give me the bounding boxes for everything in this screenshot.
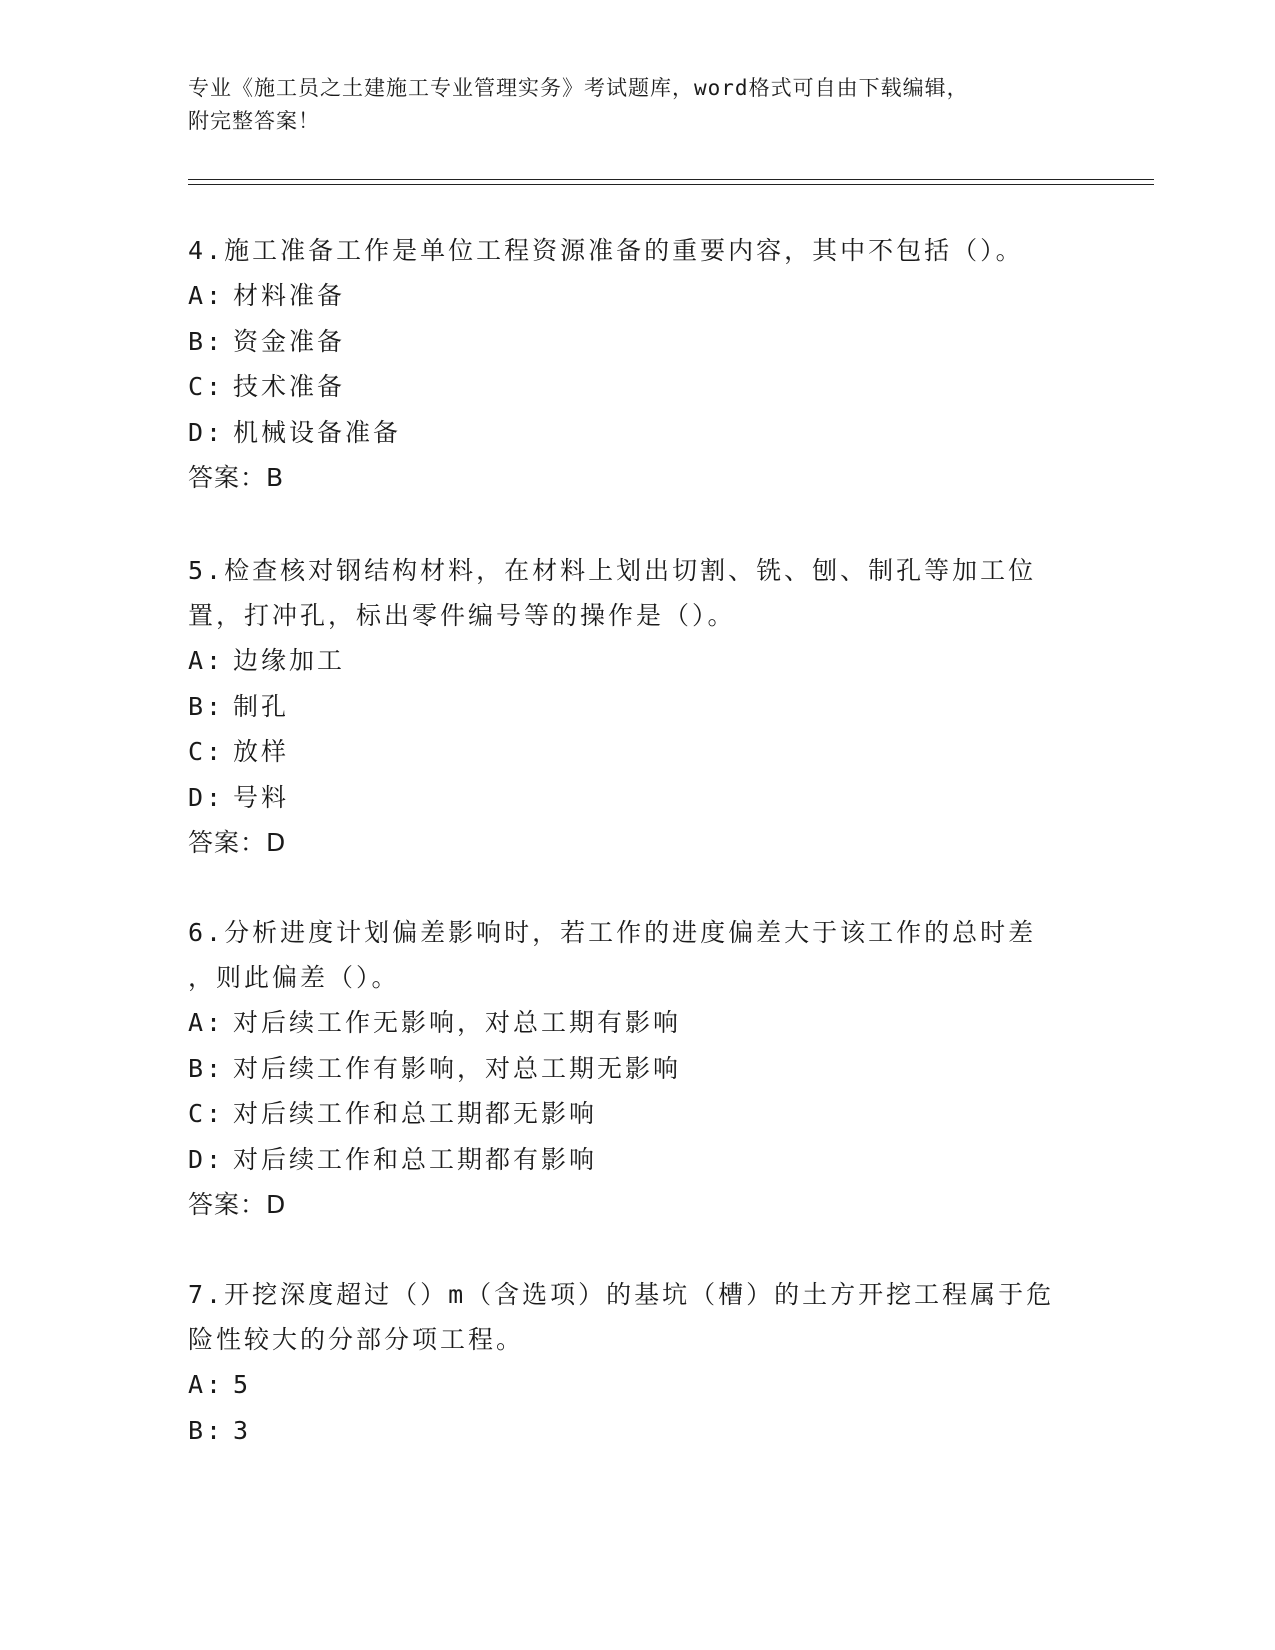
option-key: C: xyxy=(188,372,225,401)
option-text: 资金准备 xyxy=(233,326,346,356)
question-stem-line: ，则此偏差（）。 xyxy=(188,963,400,992)
question-stem-line: 险性较大的分部分项工程。 xyxy=(188,1325,525,1354)
header-line-2: 附完整答案！ xyxy=(188,109,320,133)
option-c xyxy=(188,729,1088,775)
option-key: D: xyxy=(188,782,225,812)
answer: 答案：D xyxy=(188,1190,287,1219)
option-c xyxy=(188,364,1088,410)
option-b xyxy=(188,1046,1088,1092)
option-d xyxy=(188,1137,1088,1183)
option-text: 对后续工作和总工期都有影响 xyxy=(233,1144,598,1174)
option-text: 3 xyxy=(233,1415,252,1445)
option-text: 机械设备准备 xyxy=(233,417,402,447)
option-key: A: xyxy=(188,281,225,310)
option-text: 材料准备 xyxy=(233,281,346,310)
option-key: B: xyxy=(188,1053,225,1083)
option-key: C: xyxy=(188,1099,225,1128)
option-a xyxy=(188,1000,1088,1046)
option-key: C: xyxy=(188,737,225,766)
option-b xyxy=(188,1408,1088,1454)
question-6 xyxy=(188,910,1088,1227)
option-b xyxy=(188,684,1088,730)
option-text: 对后续工作无影响，对总工期有影响 xyxy=(233,1008,682,1037)
option-d xyxy=(188,410,1088,456)
answer: 答案：B xyxy=(188,463,285,492)
question-5 xyxy=(188,548,1088,865)
question-stem-line: 5.检查核对钢结构材料，在材料上划出切割、铣、刨、制孔等加工位 xyxy=(188,556,1037,585)
option-key: D: xyxy=(188,417,225,447)
question-stem-line: 置，打冲孔，标出零件编号等的操作是（）。 xyxy=(188,601,736,630)
answer: 答案：D xyxy=(188,828,287,857)
option-key: B: xyxy=(188,1415,225,1445)
option-key: B: xyxy=(188,691,225,721)
option-text: 对后续工作有影响，对总工期无影响 xyxy=(233,1053,682,1083)
option-text: 对后续工作和总工期都无影响 xyxy=(233,1099,598,1128)
option-text: 技术准备 xyxy=(233,372,346,401)
option-key: B: xyxy=(188,326,225,356)
question-7 xyxy=(188,1272,1088,1453)
question-stem-line: 7.开挖深度超过（）m（含选项）的基坑（槽）的土方开挖工程属于危 xyxy=(188,1280,1055,1309)
option-text: 制孔 xyxy=(233,691,290,721)
option-text: 号料 xyxy=(233,782,290,812)
option-c xyxy=(188,1091,1088,1137)
option-key: A: xyxy=(188,1008,225,1037)
option-text: 放样 xyxy=(233,737,290,766)
option-key: A: xyxy=(188,1370,225,1399)
option-b xyxy=(188,319,1088,365)
option-text: 5 xyxy=(233,1370,252,1399)
question-4 xyxy=(188,228,1088,500)
document-header xyxy=(188,72,1088,138)
option-a xyxy=(188,273,1088,319)
option-key: A: xyxy=(188,646,225,675)
option-d xyxy=(188,775,1088,821)
header-divider-bottom xyxy=(188,184,1154,185)
option-a xyxy=(188,1362,1088,1408)
option-key: D: xyxy=(188,1144,225,1174)
option-a xyxy=(188,638,1088,684)
header-line-1: 专业《施工员之土建施工专业管理实务》考试题库，word格式可自由下载编辑， xyxy=(188,76,969,100)
question-stem-line: 6.分析进度计划偏差影响时，若工作的进度偏差大于该工作的总时差 xyxy=(188,918,1037,947)
header-divider-top xyxy=(188,179,1154,180)
question-stem-line: 4.施工准备工作是单位工程资源准备的重要内容，其中不包括（）。 xyxy=(188,236,1024,265)
option-text: 边缘加工 xyxy=(233,646,346,675)
